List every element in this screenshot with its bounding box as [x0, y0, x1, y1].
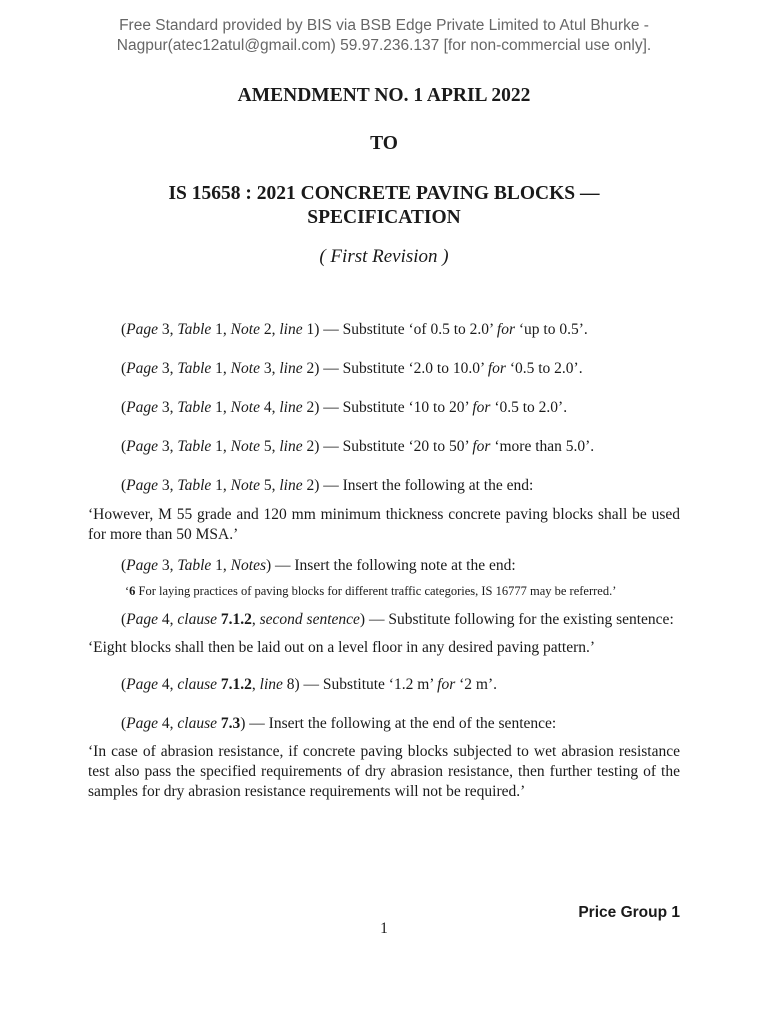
amendment-item-7: (Page 4, clause 7.1.2, second sentence) — Substitute following for the existing sentence:	[121, 611, 674, 628]
inserted-text-3: ‘In case of abrasion resistance, if concrete paving blocks subjected to wet abrasion resistance test also pass the specified requirements of dry abrasion resistance, then further testing of the samples for dry abrasion resistance requirements will not be required.’	[88, 743, 680, 800]
price-group: Price Group 1	[578, 904, 680, 921]
inserted-note-6: ‘6 For laying practices of paving blocks for different traffic categories, IS 16777 may be referred.’	[125, 584, 617, 598]
amendment-item-4: (Page 3, Table 1, Note 5, line 2) — Substitute ‘20 to 50’ for ‘more than 5.0’.	[121, 438, 595, 455]
standard-title-line-2: SPECIFICATION	[307, 207, 461, 228]
page-number: 1	[380, 920, 388, 937]
license-banner	[0, 16, 768, 56]
amendment-item-9: (Page 4, clause 7.3) — Insert the following at the end of the sentence:	[121, 715, 557, 732]
banner-line-1: Free Standard provided by BIS via BSB Edge Private Limited to Atul Bhurke -	[119, 17, 649, 34]
standard-title	[0, 182, 768, 230]
inserted-text-2: ‘Eight blocks shall then be laid out on a level floor in any desired paving pattern.’	[88, 639, 596, 656]
amendment-body	[88, 320, 680, 802]
inserted-text-1: ‘However, M 55 grade and 120 mm minimum thickness concrete paving blocks shall be used for more than 50 MSA.’	[88, 506, 680, 543]
amendment-item-8: (Page 4, clause 7.1.2, line 8) — Substitute ‘1.2 m’ for ‘2 m’.	[121, 676, 498, 693]
amendment-title: AMENDMENT NO. 1 APRIL 2022	[237, 85, 531, 106]
amendment-item-1: (Page 3, Table 1, Note 2, line 1) — Substitute ‘of 0.5 to 2.0’ for ‘up to 0.5’.	[121, 321, 588, 338]
amendment-item-2: (Page 3, Table 1, Note 3, line 2) — Substitute ‘2.0 to 10.0’ for ‘0.5 to 2.0’.	[121, 360, 583, 377]
amendment-item-3: (Page 3, Table 1, Note 4, line 2) — Substitute ‘10 to 20’ for ‘0.5 to 2.0’.	[121, 399, 568, 416]
standard-title-line-1: IS 15658 : 2021 CONCRETE PAVING BLOCKS —	[168, 183, 600, 204]
banner-line-2: Nagpur(atec12atul@gmail.com) 59.97.236.137 [for non-commercial use only].	[116, 37, 652, 54]
amendment-item-5: (Page 3, Table 1, Note 5, line 2) — Insert the following at the end:	[121, 477, 534, 494]
amendment-item-6: (Page 3, Table 1, Notes) — Insert the following note at the end:	[121, 557, 516, 574]
title-to: TO	[370, 133, 398, 154]
revision-label: ( First Revision )	[319, 246, 449, 267]
